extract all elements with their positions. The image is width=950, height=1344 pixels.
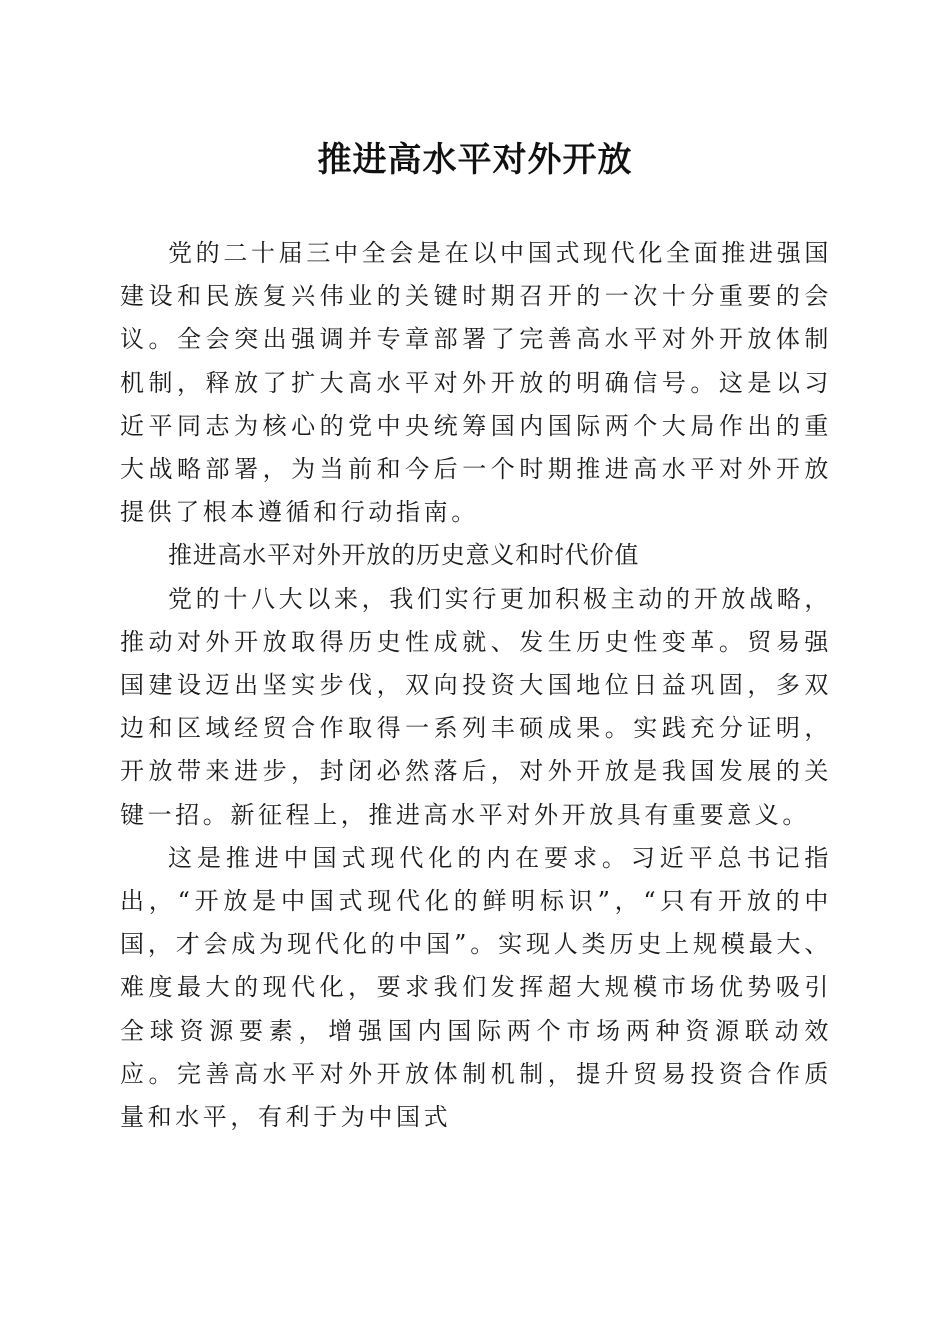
document-title: 推进高水平对外开放	[317, 140, 633, 180]
section-heading: 推进高水平对外开放的历史意义和时代价值	[168, 541, 640, 570]
paragraph-achievements: 党的十八大以来，我们实行更加积极主动的开放战略，推动对外开放取得历史性成就、发生历史性变革。贸易强国建设迈出坚实步伐，双向投资大国地位日益巩固，多双边和区域经贸合作取得一系列丰硕成果。实践充分证明，开放带来进步，封闭必然落后，对外开放是我国发展的关键一招。新征程上，推进高水平对外开放具有重要意义。	[120, 584, 832, 829]
document-body	[120, 232, 832, 1139]
paragraph-modernization: 这是推进中国式现代化的内在要求。习近平总书记指出，“开放是中国式现代化的鲜明标识”，“只有开放的中国，才会成为现代化的中国”。实现人类历史上规模最大、难度最大的现代化，要求我们发挥超大规模市场优势吸引全球资源要素，增强国内国际两个市场两种资源联动效应。完善高水平对外开放体制机制，提升贸易投资合作质量和水平，有利于为中国式	[120, 843, 832, 1132]
paragraph-intro: 党的二十届三中全会是在以中国式现代化全面推进强国建设和民族复兴伟业的关键时期召开的一次十分重要的会议。全会突出强调并专章部署了完善高水平对外开放体制机制，释放了扩大高水平对外开放的明确信号。这是以习近平同志为核心的党中央统筹国内国际两个大局作出的重大战略部署，为当前和今后一个时期推进高水平对外开放提供了根本遵循和行动指南。	[120, 239, 832, 527]
